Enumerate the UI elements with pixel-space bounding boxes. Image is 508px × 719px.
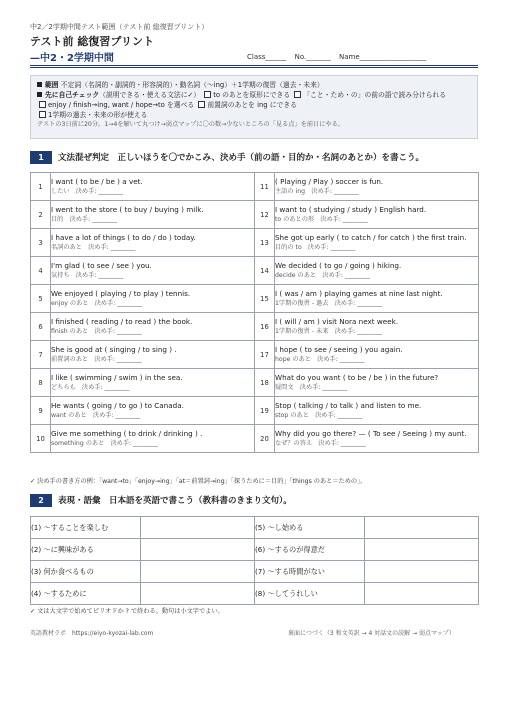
- bullet-icon: [37, 92, 42, 97]
- range-label: 範囲: [45, 81, 59, 89]
- question-cell[interactable]: [51, 425, 255, 453]
- question-hint: 主語の ing 決め手: ________: [275, 188, 359, 195]
- question-number: 2: [31, 201, 51, 229]
- checkbox[interactable]: [198, 101, 205, 108]
- question-text: ( Playing / Play ) soccer is fun.: [275, 177, 384, 186]
- question-hint: 目的 決め手: ________: [51, 216, 117, 223]
- bullet-icon: [37, 82, 42, 87]
- answer-cell[interactable]: [365, 539, 479, 561]
- question-hint: 1学期の復習 - 過去 決め手: ________: [275, 300, 382, 307]
- number-field: No._______: [294, 53, 331, 61]
- question-text: I'm glad ( to see / see ) you.: [51, 261, 152, 270]
- question-cell[interactable]: [275, 201, 479, 229]
- vocab-prompt: (6) 〜するのが得意だ: [255, 539, 365, 561]
- question-number: 14: [255, 257, 275, 285]
- header-top-line: 中2／2学期中間テスト範囲（テスト前 総復習プリント）: [30, 23, 209, 31]
- question-cell[interactable]: [51, 173, 255, 201]
- page-subtitle: —中2・2学期中間: [30, 53, 114, 64]
- question-cell[interactable]: [51, 257, 255, 285]
- table-row: [31, 341, 479, 369]
- question-number: 6: [31, 313, 51, 341]
- table-row: [31, 517, 479, 539]
- question-text: I have a lot of things ( to do / do ) today.: [51, 233, 196, 242]
- section-number: 1: [30, 151, 52, 164]
- question-number: 19: [255, 397, 275, 425]
- vocab-prompt: (7) 〜する時間がない: [255, 561, 365, 583]
- vocab-prompt: (4) 〜するために: [31, 583, 141, 605]
- question-hint: 気持ち 決め手: ________: [51, 272, 124, 279]
- section-1-header: [30, 150, 478, 164]
- question-hint: want のあと 決め手: ________: [51, 412, 141, 419]
- question-number: 18: [255, 369, 275, 397]
- question-cell[interactable]: [275, 257, 479, 285]
- section-1-footnote: ✓ 決め手の書き方の例：「want→to」「enjoy→ing」「at＝前置詞→ing」「探うために＝目的」「things のあと＝ための」。: [30, 478, 367, 485]
- answer-cell[interactable]: [141, 561, 255, 583]
- table-row: [31, 313, 479, 341]
- question-hint: 名詞のあと 決め手: ________: [51, 244, 136, 251]
- question-number: 12: [255, 201, 275, 229]
- vocab-prompt: (5) 〜し始める: [255, 517, 365, 539]
- question-cell[interactable]: [275, 285, 479, 313]
- question-cell[interactable]: [275, 341, 479, 369]
- question-number: 11: [255, 173, 275, 201]
- answer-cell[interactable]: [141, 539, 255, 561]
- answer-cell[interactable]: [141, 517, 255, 539]
- section-title: 表現・語彙 日本語を英語で書こう（教科書のきまり文句）。: [58, 496, 292, 506]
- question-hint: to のあとの形 決め手: ________: [275, 216, 368, 223]
- header-divider: [30, 65, 478, 66]
- question-number: 7: [31, 341, 51, 369]
- question-number: 4: [31, 257, 51, 285]
- table-row: [31, 561, 479, 583]
- question-number: 16: [255, 313, 275, 341]
- question-hint: decide のあと 決め手: ________: [275, 272, 370, 279]
- section-2-header: [30, 493, 478, 507]
- vocab-prompt: (1) 〜することを楽しむ: [31, 517, 141, 539]
- question-text: She got up early ( to catch / for catch ) the first train.: [275, 233, 467, 242]
- page-title: テスト前 総復習プリント: [30, 35, 154, 48]
- question-number: 15: [255, 285, 275, 313]
- question-text: I ( will / am ) visit Nora next week.: [275, 317, 399, 326]
- check-item: 前置詞のあとを ing にできる: [207, 101, 297, 109]
- check-label: 先に自己チェック: [45, 91, 100, 99]
- header-divider-2: [30, 67, 478, 68]
- check-item: 1学期の過去・未来の形が使える: [48, 111, 148, 119]
- section-number: 2: [30, 494, 52, 507]
- question-number: 17: [255, 341, 275, 369]
- question-hint: 目的の to 決め手: ________: [275, 244, 356, 251]
- question-hint: 疑問文 決め手: ________: [275, 384, 348, 391]
- section-title: 文法混ぜ判定 正しいほうを〇でかこみ、決め手（前の語・目的か・名詞のあとか）を書こう。: [58, 153, 425, 163]
- table-row: [31, 201, 479, 229]
- name-field: Name___________________: [339, 53, 427, 61]
- question-hint: hope のあと 決め手: ________: [275, 356, 365, 363]
- question-hint: なぜ？の答え 決め手: ________: [275, 440, 366, 447]
- table-row: [31, 257, 479, 285]
- question-number: 20: [255, 425, 275, 453]
- question-text: I want to ( studying / study ) English hard.: [275, 205, 427, 214]
- question-cell[interactable]: [51, 229, 255, 257]
- question-number: 5: [31, 285, 51, 313]
- grammar-table: [30, 172, 479, 453]
- question-text: Give me something ( to drink / drinking ) .: [51, 429, 203, 438]
- table-row: [31, 369, 479, 397]
- study-note: テストの3日前に20分。1→4を解いて丸つけ→弱点マップに〇の数→少ないところの「見る点」を前日にやる。: [37, 121, 344, 128]
- check-text: （説明できる・使える文法に✓）: [99, 91, 201, 99]
- question-cell[interactable]: [51, 313, 255, 341]
- table-row: [31, 285, 479, 313]
- table-row: [31, 425, 479, 453]
- question-text: I finished ( reading / to read ) the book.: [51, 317, 193, 326]
- answer-cell[interactable]: [365, 517, 479, 539]
- question-cell[interactable]: [275, 425, 479, 453]
- check-item: 「こと・ため・の」の前の語で読み分けられる: [303, 91, 447, 99]
- vocab-prompt: (3) 何か食べるもの: [31, 561, 141, 583]
- question-cell[interactable]: [51, 369, 255, 397]
- check-item: to のあとを原形にできる: [213, 91, 291, 99]
- student-info: [247, 53, 426, 61]
- question-hint: stop のあと 決め手: ________: [275, 412, 363, 419]
- question-hint: something のあと 決め手: ________: [51, 440, 158, 447]
- question-hint: どちらも 決め手: ________: [51, 384, 130, 391]
- range-text: 不定詞（名詞的・副詞的・形容詞的）・動名詞（〜ing）＋1学期の復習（過去・未来）: [60, 81, 324, 89]
- table-row: [31, 173, 479, 201]
- range-line: [37, 80, 471, 90]
- question-text: We decided ( to go / going ) hiking.: [275, 261, 402, 270]
- question-number: 13: [255, 229, 275, 257]
- vocab-table: [30, 516, 479, 605]
- question-number: 1: [31, 173, 51, 201]
- question-hint: enjoy のあと 決め手: ________: [51, 300, 142, 307]
- checkbox[interactable]: [39, 111, 46, 118]
- question-cell[interactable]: [275, 313, 479, 341]
- question-number: 10: [31, 425, 51, 453]
- footer-right: 裏面につづく（3 和文英訳 → 4 対話文の読解 → 弱点マップ）: [288, 630, 455, 637]
- question-text: I like ( swimming / swim ) in the sea.: [51, 373, 183, 382]
- question-text: I want ( to be / be ) a vet.: [51, 177, 143, 186]
- question-text: Stop ( talking / to talk ) and listen to me.: [275, 401, 422, 410]
- table-row: [31, 539, 479, 561]
- question-cell[interactable]: [275, 173, 479, 201]
- question-text: We enjoyed ( playing / to play ) tennis.: [51, 289, 191, 298]
- question-cell[interactable]: [51, 397, 255, 425]
- class-field: Class______: [247, 53, 287, 61]
- question-number: 3: [31, 229, 51, 257]
- table-row: [31, 229, 479, 257]
- question-text: I ( was / am ) playing games at nine last night.: [275, 289, 443, 298]
- section-2-footnote: ✓ 文は大文字で始めてピリオドか ? で終わる。動句は小文字でよい。: [30, 608, 224, 615]
- answer-cell[interactable]: [365, 561, 479, 583]
- info-box: [30, 75, 478, 139]
- question-cell[interactable]: [275, 397, 479, 425]
- vocab-prompt: (2) 〜に興味がある: [31, 539, 141, 561]
- checkbox[interactable]: [39, 101, 46, 108]
- question-cell[interactable]: [51, 341, 255, 369]
- table-row: [31, 583, 479, 605]
- question-cell[interactable]: [51, 285, 255, 313]
- question-hint: したい 決め手: ________: [51, 188, 124, 195]
- question-hint: 1学期の復習 - 未来 決め手: ________: [275, 328, 382, 335]
- question-cell[interactable]: [275, 369, 479, 397]
- check-line-3: [37, 110, 471, 120]
- check-line-1: [37, 90, 471, 100]
- footer-left: 英語教材ラボ https://eiyo-kyozai-lab.com: [30, 630, 154, 637]
- answer-cell[interactable]: [141, 583, 255, 605]
- question-text: I hope ( to see / seeing ) you again.: [275, 345, 403, 354]
- question-hint: 前置詞のあと 決め手: ________: [51, 356, 142, 363]
- checkbox[interactable]: [204, 91, 211, 98]
- question-cell[interactable]: [51, 201, 255, 229]
- question-number: 9: [31, 397, 51, 425]
- question-text: He wants ( going / to go ) to Canada.: [51, 401, 184, 410]
- answer-cell[interactable]: [365, 583, 479, 605]
- question-cell[interactable]: [275, 229, 479, 257]
- question-text: Why did you go there? — ( To see / Seeing ) my aunt.: [275, 429, 467, 438]
- check-line-2: [37, 100, 471, 110]
- vocab-prompt: (8) 〜してうれしい: [255, 583, 365, 605]
- question-text: What do you want ( to be / be ) in the future?: [275, 373, 439, 382]
- question-text: I went to the store ( to buy / buying ) milk.: [51, 205, 204, 214]
- check-item: enjoy / finish→ing, want / hope→to を選べる: [48, 101, 195, 109]
- checkbox[interactable]: [294, 91, 301, 98]
- table-row: [31, 397, 479, 425]
- question-hint: finish のあと 決め手: ________: [51, 328, 142, 335]
- question-number: 8: [31, 369, 51, 397]
- question-text: She is good at ( singing / to sing ) .: [51, 345, 177, 354]
